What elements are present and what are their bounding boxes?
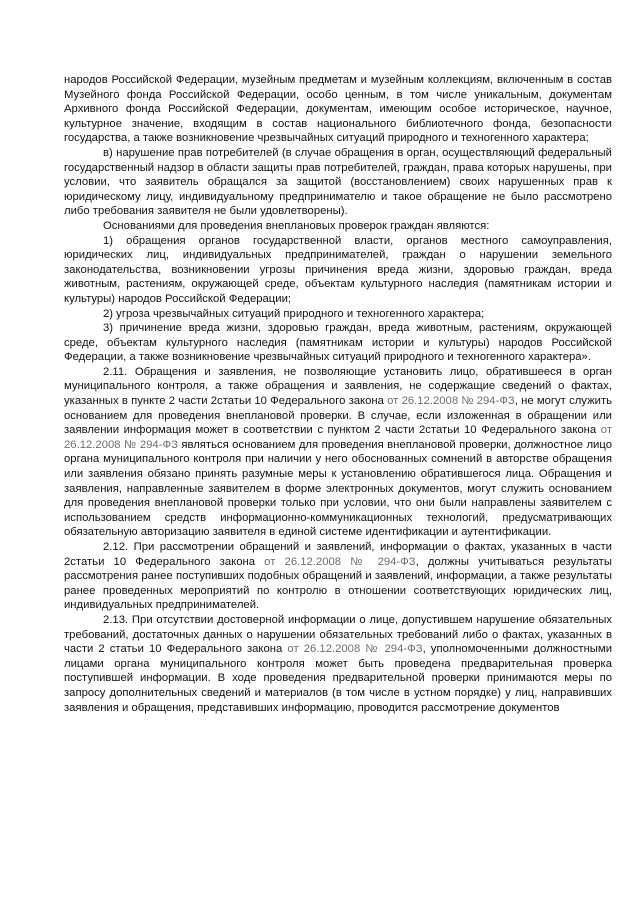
law-reference-link[interactable]: от 26.12.2008 № 294-ФЗ xyxy=(64,424,612,451)
paragraph-text: народов Российской Федерации, музейным предметам и музейным коллекциям, включенным в состав Музейного фонда Российской Федерации, особо ценным, в том числе уникальным, документам Архивного фонда Российской Федерации, документам, имеющим особое историческое, научное, культурное значение, входящим в состав национального библиотечного фонда, безопасности государства, а также возникновение чрезвычайных ситуаций природного и техногенного характера; xyxy=(64,74,612,145)
paragraph xyxy=(64,613,612,715)
paragraph xyxy=(64,73,612,146)
paragraph-text: 2) угроза чрезвычайных ситуаций природного и техногенного характера; xyxy=(103,307,485,320)
paragraph-text: в) нарушение прав потребителей (в случае обращения в орган, осуществляющий федеральный государственный надзор в области защиты прав потребителей, граждан, права которых нарушены, при условии, что заявитель обращался за защитой (восстановлением) своих нарушенных прав к юридическому лицу, индивидуальному предпринимателю и такое обращение не было рассмотрено либо требования заявителя не были удовлетворены). xyxy=(64,146,612,218)
paragraph-text: 2.13. При отсутствии достоверной информации о лице, допустившем нарушение обязательных требований, достаточных данных о нарушении обязательных требований либо о фактах, указанных в части 2 статьи 10 Федерального закона xyxy=(64,613,612,656)
paragraph xyxy=(64,540,612,613)
paragraph xyxy=(64,234,612,307)
paragraph xyxy=(64,365,612,540)
paragraph-text: , не могут служить основанием для проведения внеплановой проверки. В случае, если изложенная в обращении или заявлении информация может в соответствии с пунктом 2 части 2статьи 10 Федерального закона xyxy=(64,395,613,437)
paragraph xyxy=(64,219,612,234)
law-reference-link[interactable]: от 26.12.2008 № 294-ФЗ xyxy=(387,395,515,408)
paragraph-text: 2.12. При рассмотрении обращений и заявлений, информации о фактах, указанных в части 2статьи 10 Федерального закона xyxy=(64,541,612,568)
paragraph-text: , уполномоченными должностными лицами органа муниципального контроля может быть проведена предварительная проверка поступившей информации. В ходе проведения предварительной проверки принимаются меры по запросу дополнительных сведений и материалов (в том числе в устном порядке) у лиц, направивших заявления и обращения, представивших информацию, проводится рассмотрение документов xyxy=(64,643,613,714)
paragraph xyxy=(64,146,612,219)
paragraph-text: 1) обращения органов государственной власти, органов местного самоуправления, юридических лиц, индивидуальных предпринимателей, граждан о нарушении земельного законодательства, возникновении угрозы причинения вреда жизни, здоровью граждан, вреда животным, растениям, окружающей среде, объектам культурного наследия (памятникам истории и культуры) народов Российской Федерации; xyxy=(64,234,612,305)
paragraph-text: Основаниями для проведения внеплановых проверок граждан являются: xyxy=(103,219,490,232)
paragraph-text: 2.11. Обращения и заявления, не позволяющие установить лицо, обратившееся в орган муниципального контроля, а также обращения и заявления, не содержащие сведений о фактах, указанных в пункте 2 части 2статьи 10 Федерального закона xyxy=(64,365,612,408)
law-reference-link[interactable]: от 26.12.2008 № 294-ФЗ xyxy=(287,643,423,656)
paragraph-text: , должны учитываться результаты рассмотрения ранее поступивших подобных обращений и заявлений, информации, а также результаты ранее проведенных мероприятий по контролю в отношении соответствующих юридических лиц, индивидуальных предпринимателей. xyxy=(64,555,612,612)
paragraph-text: 3) причинение вреда жизни, здоровью граждан, вреда животным, растениям, окружающей среде, объектам культурного наследия (памятникам истории и культуры) народов Российской Федерации, а также возникновение чрезвычайных ситуаций природного и техногенного характера». xyxy=(64,322,612,364)
law-reference-link[interactable]: от 26.12.2008 № 294-ФЗ xyxy=(264,555,416,568)
paragraph-text: являться основанием для проведения внеплановой проверки, должностное лицо органа муниципального контроля при наличии у него обоснованных сомнений в авторстве обращения или заявления обязано принять разумные меры к установлению обратившегося лица. Обращения и заявления, направленные заявителем в форме электронных документов, могут служить основанием для проведения внеплановой проверки только при условии, что они были направлены заявителем с использованием средств информационно-коммуникационных технологий, предусматривающих обязательную авторизацию заявителя в единой системе идентификации и аутентификации. xyxy=(64,438,612,539)
paragraph xyxy=(64,321,612,365)
paragraph xyxy=(64,307,612,322)
